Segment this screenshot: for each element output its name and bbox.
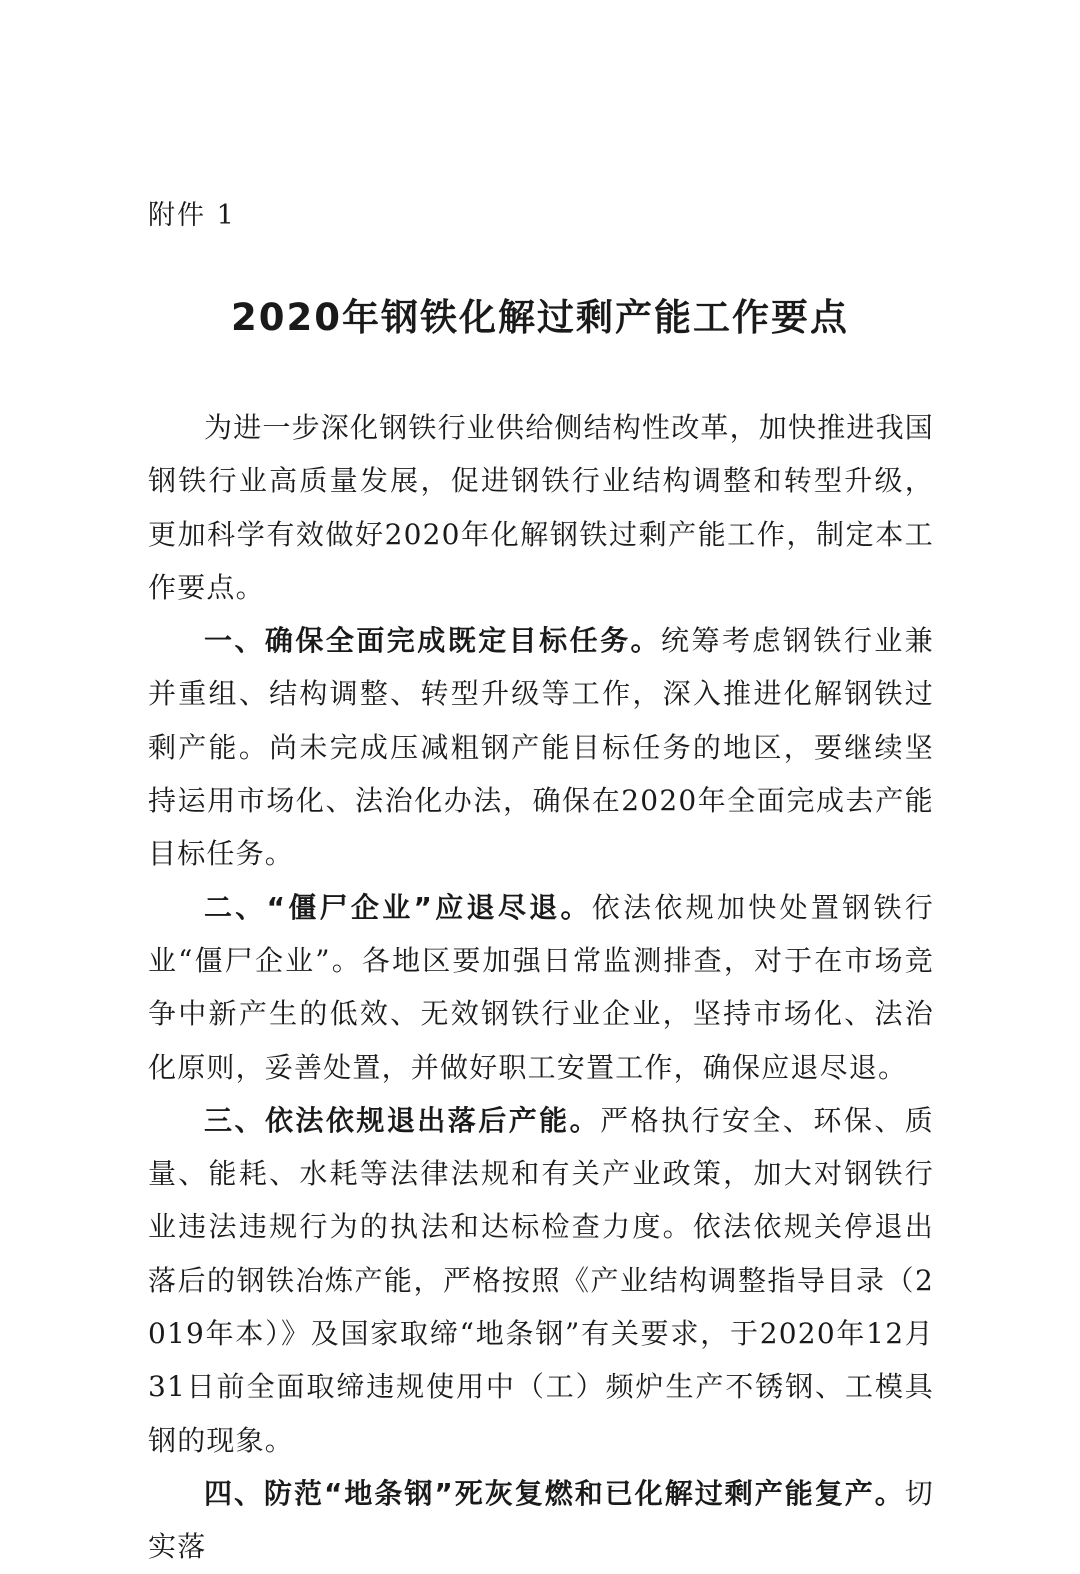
section-paragraph-1	[148, 614, 934, 880]
section-text-2: 依法依规加快处置钢铁行业“僵尸企业”。各地区要加强日常监测排查，对于在市场竞争中新产生的低效、无效钢铁行业企业，坚持市场化、法治化原则，妥善处置，并做好职工安置工作，确保应退尽退。	[148, 890, 935, 1084]
section-heading-2: 二、“僵尸企业”应退尽退。	[204, 890, 592, 924]
document-title: 2020年钢铁化解过剩产能工作要点	[231, 296, 849, 339]
section-paragraph-3	[148, 1094, 934, 1467]
section-paragraph-4	[148, 1467, 934, 1574]
section-text-4: 切实落	[148, 1476, 934, 1564]
document-body	[148, 401, 934, 1574]
attachment-label: 附件 1	[148, 200, 236, 231]
section-paragraph-2	[148, 881, 934, 1094]
section-heading-3: 三、依法依规退出落后产能。	[204, 1103, 601, 1137]
section-text-1: 统筹考虑钢铁行业兼并重组、结构调整、转型升级等工作，深入推进化解钢铁过剩产能。尚未完成压减粗钢产能目标任务的地区，要继续坚持运用市场化、法治化办法，确保在2020年全面完成去产能目标任务。	[148, 624, 934, 871]
section-heading-1: 一、确保全面完成既定目标任务。	[204, 624, 662, 658]
section-text-3: 严格执行安全、环保、质量、能耗、水耗等法律法规和有关产业政策，加大对钢铁行业违法违规行为的执法和达标检查力度。依法依规关停退出落后的钢铁冶炼产能，严格按照《产业结构调整指导目录（2019年本）》及国家取缔“地条钢”有关要求，于2020年12月31日前全面取缔违规使用中（工）频炉生产不锈钢、工模具钢的现象。	[148, 1103, 935, 1457]
section-heading-4: 四、防范“地条钢”死灰复燃和已化解过剩产能复产。	[204, 1476, 905, 1510]
intro-paragraph: 为进一步深化钢铁行业供给侧结构性改革，加快推进我国钢铁行业高质量发展，促进钢铁行业结构调整和转型升级，更加科学有效做好2020年化解钢铁过剩产能工作，制定本工作要点。	[148, 411, 935, 604]
